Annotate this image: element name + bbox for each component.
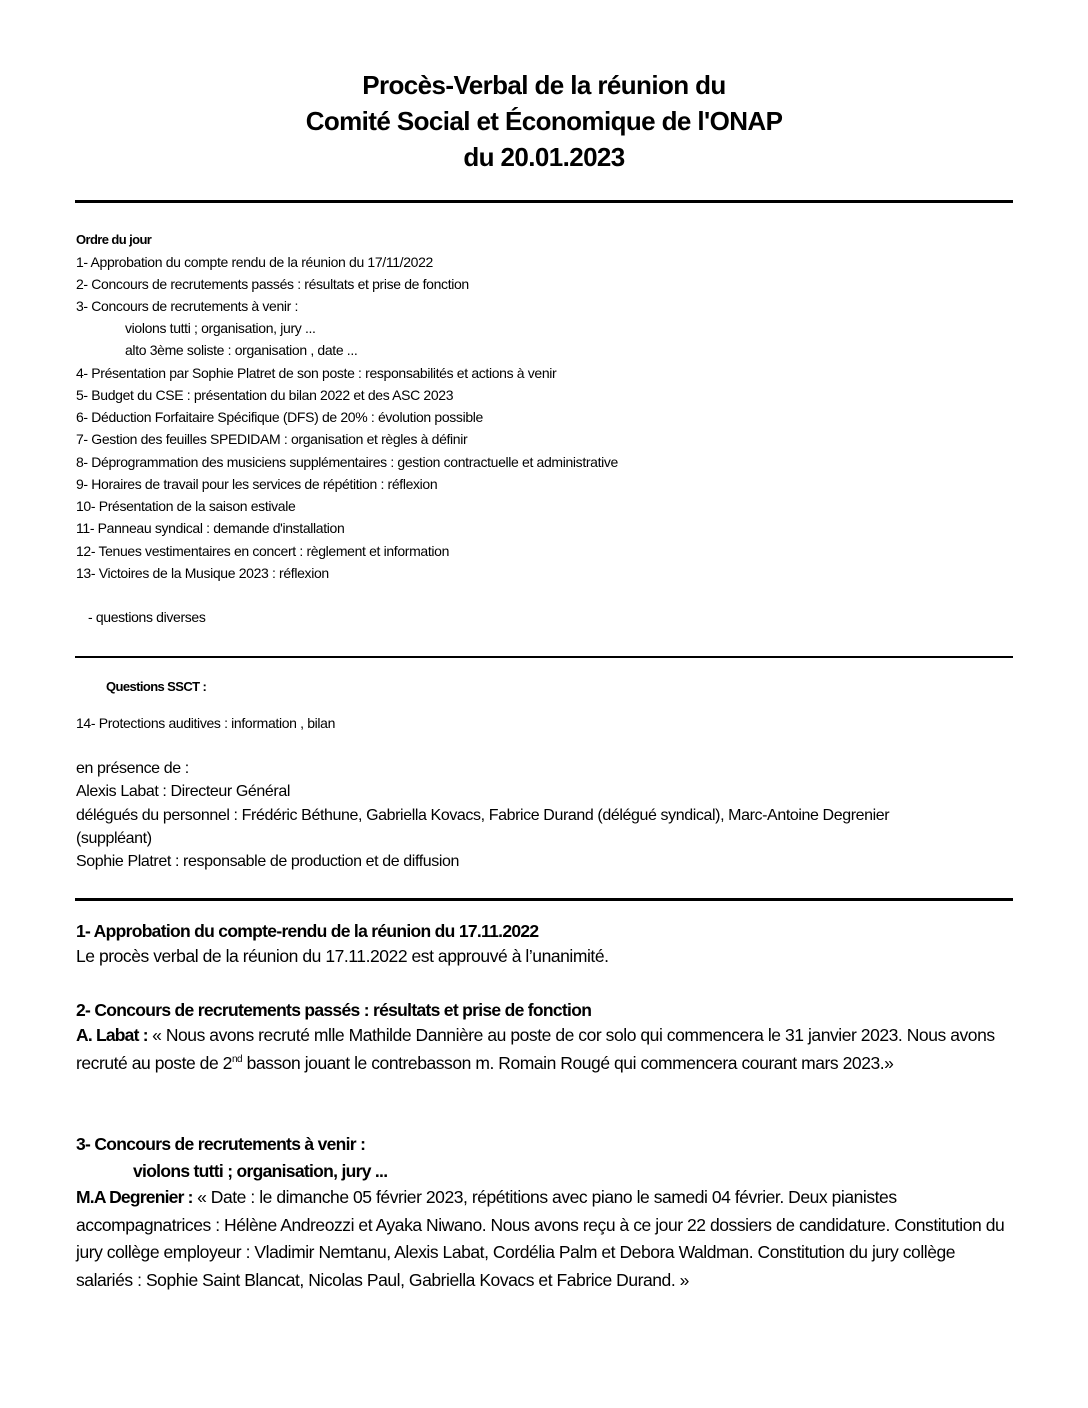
agenda-item: 4- Présentation par Sophie Platret de son poste : responsabilités et actions à venir xyxy=(76,365,557,381)
agenda-misc: - questions diverses xyxy=(88,609,206,625)
section-2-heading: 2- Concours de recrutements passés : résultats et prise de fonction xyxy=(76,1000,592,1020)
section-1-heading: 1- Approbation du compte-rendu de la réunion du 17.11.2022 xyxy=(76,921,539,941)
document-title-line-1: Procès-Verbal de la réunion du xyxy=(362,70,726,100)
divider xyxy=(75,200,1013,203)
section-3-text xyxy=(76,1184,1016,1294)
agenda-item: 6- Déduction Forfaitaire Spécifique (DFS) de 20% : évolution possible xyxy=(76,409,483,425)
agenda-item: 12- Tenues vestimentaires en concert : règlement et information xyxy=(76,543,450,559)
agenda-item: 10- Présentation de la saison estivale xyxy=(76,498,296,514)
document-title-line-2: Comité Social et Économique de l'ONAP xyxy=(305,106,783,136)
presence-line: Alexis Labat : Directeur Général xyxy=(76,783,290,800)
agenda-subitem: alto 3ème soliste : organisation , date ... xyxy=(125,342,358,358)
statement-part: « Nous avons recruté mlle Mathilde Dannière au poste de cor solo qui commencera le 31 janvier 2023. Nous avons recruté au poste de 2 xyxy=(76,1025,995,1073)
presence-intro: en présence de : xyxy=(76,760,189,777)
statement-part: basson jouant le contrebasson m. Romain Rougé qui commencera courant mars 2023.» xyxy=(242,1052,894,1073)
ssct-item: 14- Protections auditives : information , bilan xyxy=(76,715,336,731)
ssct-heading: Questions SSCT : xyxy=(106,679,207,694)
section-1-text: Le procès verbal de la réunion du 17.11.2022 est approuvé à l’unanimité. xyxy=(76,946,609,966)
divider xyxy=(75,898,1013,901)
presence-line: Sophie Platret : responsable de production et de diffusion xyxy=(76,853,460,870)
presence-line: (suppléant) xyxy=(76,830,152,847)
speaker-name: M.A Degrenier : xyxy=(76,1187,193,1207)
document-title-line-3: du 20.01.2023 xyxy=(463,142,625,172)
divider xyxy=(75,656,1013,658)
agenda-item: 3- Concours de recrutements à venir : xyxy=(76,298,299,314)
section-2-text xyxy=(76,1022,1016,1077)
agenda-item: 13- Victoires de la Musique 2023 : réflexion xyxy=(76,565,329,581)
agenda-subitem: violons tutti ; organisation, jury ... xyxy=(125,320,316,336)
agenda-item: 5- Budget du CSE : présentation du bilan 2022 et des ASC 2023 xyxy=(76,387,454,403)
agenda-item: 8- Déprogrammation des musiciens supplémentaires : gestion contractuelle et administrative xyxy=(76,454,618,470)
speaker-name: A. Labat : xyxy=(76,1025,148,1045)
agenda-heading: Ordre du jour xyxy=(76,232,152,247)
presence-line: délégués du personnel : Frédéric Béthune, Gabriella Kovacs, Fabrice Durand (délégué syndical), Marc-Antoine Degrenier xyxy=(76,807,890,824)
agenda-item: 7- Gestion des feuilles SPEDIDAM : organisation et règles à définir xyxy=(76,431,468,447)
section-3-subheading: violons tutti ; organisation, jury ... xyxy=(133,1161,388,1181)
agenda-item: 2- Concours de recrutements passés : résultats et prise de fonction xyxy=(76,276,469,292)
ordinal-superscript: nd xyxy=(231,1053,243,1065)
agenda-item: 1- Approbation du compte rendu de la réunion du 17/11/2022 xyxy=(76,254,433,270)
agenda-item: 9- Horaires de travail pour les services de répétition : réflexion xyxy=(76,476,438,492)
statement-part: « Date : le dimanche 05 février 2023, répétitions avec piano le samedi 04 février. Deux pianistes accompagnatrices : Hélène Andreozzi et Ayaka Niwano. Nous avons reçu à ce jour 22 dossiers de candidature. Constitution du jury collège employeur : Vladimir Nemtanu, Alexis Labat, Cordélia Palm et Debora Waldman. Constitution du jury collège salariés : Sophie Saint Blancat, Nicolas Paul, Gabriella Kovacs et Fabrice Durand. » xyxy=(76,1187,1005,1290)
agenda-item: 11- Panneau syndical : demande d'installation xyxy=(76,520,345,536)
section-3-heading: 3- Concours de recrutements à venir : xyxy=(76,1134,366,1154)
